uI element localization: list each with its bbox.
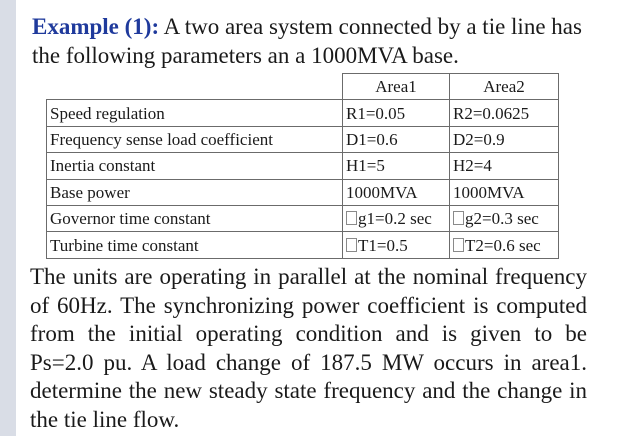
area2-value: R2=0.0625 (453, 103, 530, 123)
area2-value-cell (450, 179, 559, 205)
area2-value: D2=0.9 (453, 129, 505, 149)
table-row (47, 126, 559, 152)
table-header-row (47, 74, 559, 100)
table-row (47, 179, 559, 205)
left-accent-bar (0, 0, 16, 436)
area1-value-cell (343, 205, 450, 231)
area2-value: g2=0.3 sec (465, 209, 539, 229)
problem-heading (32, 12, 602, 70)
header-blank-cell (47, 74, 343, 100)
area1-value-cell (343, 153, 450, 179)
parameters-table (46, 73, 559, 259)
area1-value: R1=0.05 (346, 103, 406, 123)
area2-value: T2=0.6 sec (465, 235, 541, 255)
area1-value: T1=0.5 (358, 235, 408, 255)
example-label: Example (1): (32, 14, 160, 39)
missing-glyph-box-icon (453, 211, 464, 225)
area1-value: H1=5 (346, 156, 385, 176)
heading-text: A two area system connected by a tie line has the following parameters an a 1000MVA base. (32, 14, 582, 68)
param-name-cell: Speed regulation (47, 100, 343, 126)
area1-value: D1=0.6 (346, 129, 398, 149)
area2-value-cell (450, 153, 559, 179)
table-row (47, 232, 559, 258)
area1-value-cell (343, 126, 450, 152)
area2-value: 1000MVA (453, 182, 525, 202)
area2-value-cell (450, 126, 559, 152)
area1-value: g1=0.2 sec (358, 209, 432, 229)
missing-glyph-box-icon (346, 211, 357, 225)
missing-glyph-box-icon (453, 238, 464, 252)
param-name-cell: Inertia constant (47, 153, 343, 179)
area2-value-cell (450, 205, 559, 231)
area1-value-cell (343, 232, 450, 258)
table-row (47, 205, 559, 231)
table-row (47, 100, 559, 126)
param-name-cell: Base power (47, 179, 343, 205)
area2-value-cell (450, 100, 559, 126)
area1-value-cell (343, 100, 450, 126)
header-area1: Area1 (343, 74, 450, 100)
param-name-cell: Frequency sense load coefficient (47, 126, 343, 152)
area1-value: 1000MVA (346, 182, 418, 202)
missing-glyph-box-icon (346, 238, 357, 252)
area2-value-cell (450, 232, 559, 258)
header-area2: Area2 (450, 74, 559, 100)
table-row (47, 153, 559, 179)
param-name-cell: Governor time constant (47, 205, 343, 231)
problem-statement: The units are operating in parallel at the nominal frequency of 60Hz. The synchronizing power coefficient is computed from the initial operating condition and is given to be Ps=2.0 pu. A load change of 187.5 MW occurs in area1. determine the new steady state frequency and the change in the tie line flow. (30, 264, 587, 432)
param-name-cell: Turbine time constant (47, 232, 343, 258)
area2-value: H2=4 (453, 156, 492, 176)
area1-value-cell (343, 179, 450, 205)
